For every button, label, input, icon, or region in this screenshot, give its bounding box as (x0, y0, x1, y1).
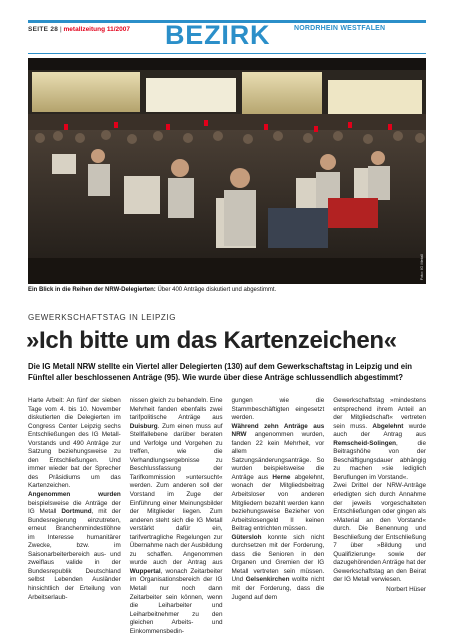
header-rule (28, 53, 426, 54)
col2-paragraph (130, 397, 223, 636)
col3-text-c: abgelehnt, wonach der Mitgliedsbeitrag Arbeitsloser von anderen Mitgliedern bezahlt werden kann beziehungsweise Bezieher von Arbeitslosengeld II keinen Beitrag entrichten müssen. (231, 473, 325, 533)
photo-caption (28, 287, 426, 293)
author-name: Norbert Hüser (386, 586, 426, 594)
col4-bold-1: Abgelehnt (372, 422, 404, 430)
photo-illustration (28, 58, 426, 284)
col2-text-a: nissen gleich zu behandeln. Eine Mehrheit fanden ebenfalls zwei tarifpolitische Anträge aus (129, 397, 223, 422)
column-2 (129, 397, 223, 635)
magazine-name: metallzeitung 11/2007 (63, 26, 131, 33)
article-columns (28, 397, 427, 635)
delegates-photo (28, 58, 426, 284)
section-title: BEZIRK (165, 20, 271, 50)
column-3 (231, 397, 325, 601)
col1-paragraph-1: Harte Arbeit: An fünf der sieben Tage vom 4. bis 10. November diskutierten die Delegierten im Congress Center Leipzig sechs Entschließungen des IG Metall-Vorstands und 490 Anträge zur Satzung beziehungsweise zu den Entschließungen. Und immer wieder bat der Sprecher des Präsidiums um das Kartenzeichen. (28, 397, 121, 490)
col4-text-b: wurde auch der Antrag aus (333, 422, 426, 439)
col4-text-c: , die Beitragshöhe von der Beschäftigungsdauer abhängig zu machen »sie lediglich Beruflungen im Vorstand«. (333, 439, 426, 481)
col3-paragraph-3 (232, 534, 325, 602)
column-4 (333, 397, 426, 593)
column-1 (28, 397, 121, 601)
col1-paragraph-2 (28, 491, 121, 602)
col3-paragraph-2 (232, 423, 325, 534)
col4-bold-2: Remscheid-Solingen (333, 439, 396, 447)
col1-bold-2: Dortmund (61, 508, 92, 516)
caption-bold: Ein Blick in die Reihen der NRW-Delegierten: (28, 287, 156, 293)
col2-text-b: . Zum einen muss auf Stellfallebene darüber beraten und Verfolge und Vorgehen zu treffen, wie die Verhandlungsergebnisse zu Beschlussfassung der Tarifkommission »untersucht« werden. Zum anderen soll der Vorstand im Zuge der Einführung einer Meinungsbilder der Mitglieder liegen. Zum anderen steht sich die IG Metall verstärkt dafür ein, tarifvertragliche Regelungen zur Übernahme nach der Ausbildung zu schaffen. Angenommen wurde auch der Antrag aus (129, 422, 223, 567)
col4-paragraph-1 (333, 397, 426, 482)
col3-bold-3: Gütersloh (231, 533, 262, 541)
col2-bold-1: Duisburg (129, 422, 158, 430)
col3-text-b: angenommen wurden, fanden 22 kein Mehrheit, vor allem Satzungsänderungsanträge. So wurden beispielsweise die Anträge aus (231, 431, 325, 481)
page-label: SEITE 28 (28, 26, 59, 33)
photo-credit: Foto: IG Metall (419, 253, 424, 280)
kicker: GEWERKSCHAFTSTAG IN LEIPZIG (28, 313, 177, 322)
headline: »Ich bitte um das Kartenzeichen« (26, 327, 397, 354)
col1-bold-1: Angenommen wurden (28, 491, 121, 499)
col2-text-c: , wonach Zeitarbeiter im Organisationsbereich der IG Metall nur noch dann Zeitarbeiter sein können, wenn die Leiharbeiter und Leiharbeitnehmer zu den gleichen Arbeits- und Einkommensbedin- (129, 567, 223, 635)
col3-text-d: konnte sich nicht durchsetzen mit der Forderung, dass die Senioren in den Organen und Gremien der IG Metall vertreten sein müssen. Und (231, 533, 325, 584)
col3-bold-4: Gelsenkirchen (245, 576, 290, 584)
col1-text-a: beispielsweise die Anträge der IG Metall (28, 499, 121, 516)
col2-bold-2: Wuppertal (129, 567, 161, 575)
col4-text-a: Gewerkschaftstag »mindestens entsprechend ihrem Anteil an der Mitgliedschaft« vertreten sein muss. (333, 397, 426, 430)
col3-paragraph-1: gungen wie die Stammbeschäftigten eingesetzt werden. (231, 397, 325, 422)
page-info: SEITE 28 | metallzeitung 11/2007 (28, 26, 131, 33)
col3-text-e: wollte nicht mit der Forderung, dass die Jugend auf dem (231, 576, 325, 601)
region-label: NORDRHEIN WESTFALEN (294, 25, 386, 32)
col1-text-b: , mit der Bundesregierung einzutreten, erneut Branchenmindestlöhne im Interesse humanitärer Zwecke, bzw. im Saisonarbeiterbereich aus- und zweiflaus valide in der Bundesrepublik Deutschland selbst Lebenden Ausländer hinsichtlich der Erteilung von Arbeitserlaub- (28, 508, 121, 601)
col3-bold-2: Herne (272, 473, 291, 481)
caption-rest: Über 400 Anträge diskutiert und abgestimmt. (155, 287, 277, 293)
lead-paragraph: Die IG Metall NRW stellte ein Viertel aller Delegierten (130) auf dem Gewerkschaftstag in Leipzig und ein Fünftel aller beschlossenen Anträge (95). Wie wurde über diese Anträge schlussendlich abgestimmt? (28, 362, 413, 382)
col4-paragraph-2: Zwei Drittel der NRW-Anträge erledigten sich durch Annahme der jeweils vorgeschalteten Entschließungen oder gingen als »Material an den Vorstand« durch. Die Benennung und Beschließung der Entschließung 7 über »Bildung und Qualifizierung« sowie der dazugehörenden Anträge hat der Gewerkschaftstag an den Beirat der IG Metall verwiesen. (333, 482, 427, 584)
col3-bold-1: Während zehn Anträge aus NRW (231, 422, 325, 439)
